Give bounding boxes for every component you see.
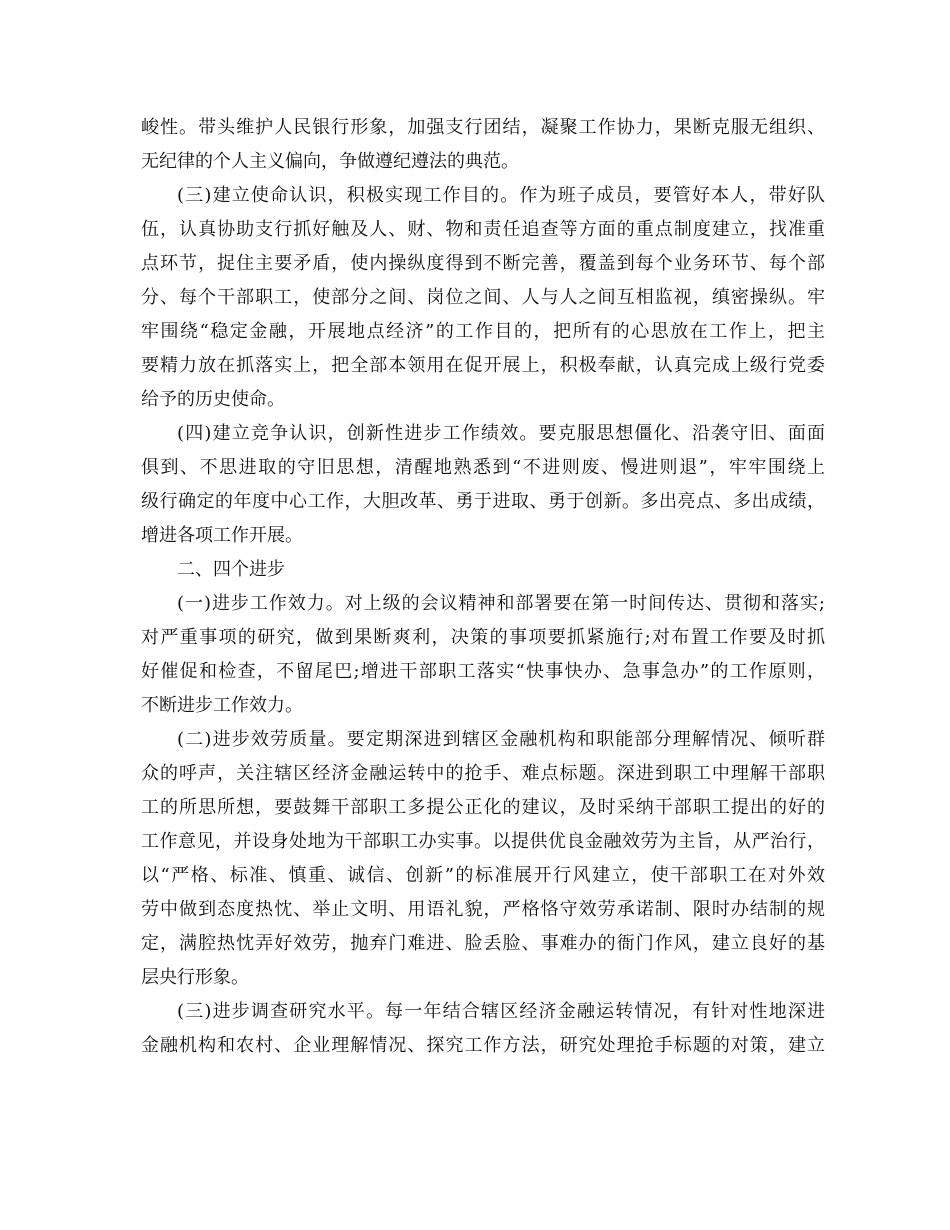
text-line: (二)进步效劳质量。要定期深进到辖区金融机构和职能部分理解情况、倾听群 [177,729,825,750]
text-line: (三)进步调查研究水平。每一年结合辖区经济金融运转情况，有针对性地深进 [177,1001,825,1022]
text-line: 不断进步工作效力。 [141,695,303,716]
paragraph-efficiency [141,587,825,723]
text-line: 金融机构和农村、企业理解情况、探究工作方法，研究处理抢手标题的对策，建立 [141,1035,825,1056]
section-heading [141,553,825,587]
text-line: 峻性。带头维护人民银行形象，加强支行团结，凝聚工作协力，果断克服无组织、 [141,117,825,138]
text-line: 级行确定的年度中心工作，大胆改革、勇于进取、勇于创新。多出亮点、多出成绩， [141,491,825,512]
text-line: 层央行形象。 [141,967,249,988]
text-line: 分、每个干部职工，使部分之间、岗位之间、人与人之间互相监视，缜密操纵。牢 [141,287,825,308]
text-line: 点环节，捉住主要矛盾，使内操纵度得到不断完善，覆盖到每个业务环节、每个部 [141,253,825,274]
text-line: (一)进步工作效力。对上级的会议精神和部署要在第一时间传达、贯彻和落实; [177,593,825,614]
text-line: 俱到、不思进取的守旧思想，清醒地熟悉到“不进则废、慢进则退”，牢牢围绕上 [141,457,825,478]
document-body [141,111,825,1063]
paragraph-service [141,723,825,995]
text-line: 工的所思所想，要鼓舞干部职工多提公正化的建议，及时采纳干部职工提出的好的 [141,797,825,818]
text-line: 增进各项工作开展。 [141,525,303,546]
text-line: 对严重事项的研究，做到果断爽利，决策的事项要抓紧施行;对布置工作要及时抓 [141,627,825,648]
text-line: 好催促和检查，不留尾巴;增进干部职工落实“快事快办、急事急办”的工作原则， [141,661,825,682]
text-line: 众的呼声，关注辖区经济金融运转中的抢手、难点标题。深进到职工中理解干部职 [141,763,825,784]
heading-line: 二、四个进步 [177,559,285,580]
paragraph-research [141,995,825,1063]
text-line: 以“严格、标准、慎重、诚信、创新”的标准展开行风建立，使干部职工在对外效 [141,865,825,886]
text-line: 牢围绕“稳定金融，开展地点经济”的工作目的，把所有的心思放在工作上，把主 [141,321,825,342]
text-line: 劳中做到态度热忱、举止文明、用语礼貌，严格恪守效劳承诺制、限时办结制的规 [141,899,825,920]
text-line: 伍，认真协助支行抓好触及人、财、物和责任追查等方面的重点制度建立，找准重 [141,219,825,240]
text-line: 工作意见，并设身处地为干部职工办实事。以提供优良金融效劳为主旨，从严治行， [141,831,825,852]
text-line: (四)建立竞争认识，创新性进步工作绩效。要克服思想僵化、沿袭守旧、面面 [177,423,825,444]
text-line: 无纪律的个人主义偏向，争做遵纪遵法的典范。 [141,151,519,172]
paragraph-mission [141,179,825,417]
paragraph-competition [141,417,825,553]
paragraph-discipline-tail [141,111,825,179]
text-line: 要精力放在抓落实上，把全部本领用在促开展上，积极奉献，认真完成上级行党委 [141,355,825,376]
text-line: 给予的历史使命。 [141,389,285,410]
text-line: 定，满腔热忱弄好效劳，抛弃门难进、脸丢脸、事难办的衙门作风，建立良好的基 [141,933,825,954]
text-line: (三)建立使命认识，积极实现工作目的。作为班子成员，要管好本人，带好队 [177,185,825,206]
